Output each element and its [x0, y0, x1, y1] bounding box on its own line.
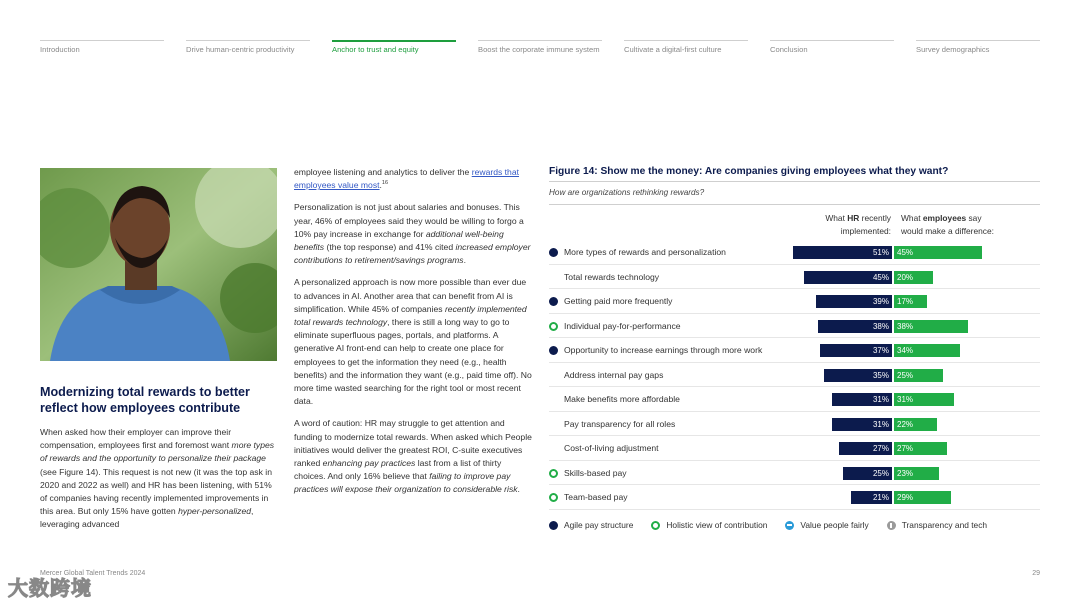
hr-bar: 31%: [832, 418, 892, 431]
employee-bar: 17%: [894, 295, 927, 308]
hero-photo: [40, 168, 277, 361]
employee-column-header: [901, 212, 1031, 238]
employee-bar: 22%: [894, 418, 937, 431]
hr-bar: 31%: [832, 393, 892, 406]
legend-label: Value people fairly: [800, 520, 869, 530]
legend-label: Transparency and tech: [901, 520, 988, 530]
chart-row: [549, 240, 1040, 265]
hr-head-line2: implemented:: [840, 226, 891, 236]
chart-row: [549, 265, 1040, 290]
rewards-bar-chart: [549, 240, 1040, 510]
text-run: When asked how their employer can improve their compensation, employees first and foremost want: [40, 427, 232, 451]
employee-bar: 20%: [894, 271, 933, 284]
hr-head-post: recently: [859, 213, 891, 223]
legend-trans-icon: [887, 521, 896, 530]
employee-bar: 29%: [894, 491, 951, 504]
chart-row: [549, 436, 1040, 461]
section-heading: Modernizing total rewards to better reflect how employees contribute: [40, 385, 250, 415]
legend-label: Agile pay structure: [564, 520, 634, 530]
emp-head-post: say: [966, 213, 982, 223]
nav-tab-4[interactable]: Boost the corporate immune system: [478, 40, 602, 55]
category-agile-icon: [549, 297, 558, 306]
chart-row: [549, 412, 1040, 437]
legend-holistic-icon: [651, 521, 660, 530]
employee-bar: 38%: [894, 320, 968, 333]
hr-bar: 35%: [824, 369, 892, 382]
nav-tab-6[interactable]: Conclusion: [770, 40, 894, 55]
row-label: Team-based pay: [564, 492, 628, 502]
employee-bar: 34%: [894, 344, 960, 357]
p1-text: employee listening and analytics to deliver the: [294, 167, 472, 177]
chart-row: [549, 387, 1040, 412]
figure-subtitle: How are organizations rethinking rewards?: [549, 181, 1040, 197]
text-run: additional well-being benefits: [294, 228, 504, 253]
category-holistic-icon: [549, 469, 558, 478]
category-agile-icon: [549, 346, 558, 355]
text-run: (the top response) and 41% cited: [324, 242, 456, 253]
text-run: A word of caution: HR may struggle to get attention and funding to modernize total rewards. When asked which People initiatives would deliver the greatest ROI, C-suite executives ranked: [294, 418, 532, 469]
hr-bar: 21%: [851, 491, 892, 504]
text-run: failing to improve pay practices will expose their organization to considerable risk: [294, 471, 518, 495]
nav-tab-1[interactable]: Introduction: [40, 40, 164, 55]
text-run: last from a list of thirty choices. And only 16% believe that: [294, 458, 502, 482]
chart-row: [549, 338, 1040, 363]
chart-row: [549, 289, 1040, 314]
row-label: Cost-of-living adjustment: [564, 443, 659, 453]
text-run: increased employer contributions to retirement/savings programs: [294, 242, 531, 266]
page-number: 29: [1032, 570, 1040, 577]
chart-legend: [549, 520, 987, 530]
row-label: More types of rewards and personalization: [564, 247, 726, 257]
nav-tab-5[interactable]: Cultivate a digital-first culture: [624, 40, 748, 55]
paragraph-1: [294, 166, 532, 192]
hr-bar: 37%: [820, 344, 892, 357]
legend-label: Holistic view of contribution: [666, 520, 768, 530]
hr-bar: 51%: [793, 246, 892, 259]
category-holistic-icon: [549, 493, 558, 502]
row-label: Make benefits more affordable: [564, 394, 680, 404]
text-run: recently implemented total rewards technology: [294, 303, 527, 328]
nav-tab-2[interactable]: Drive human-centric productivity: [186, 40, 310, 55]
employee-bar: 23%: [894, 467, 939, 480]
hr-column-header: [790, 212, 891, 238]
hr-bar: 38%: [818, 320, 892, 333]
paragraph-2: [294, 201, 532, 267]
text-run: enhancing pay practices: [322, 458, 416, 469]
legend-item-trans: [887, 520, 987, 530]
employee-bar: 45%: [894, 246, 982, 259]
legend-item-agile: [549, 520, 633, 530]
text-run: , leveraging advanced: [40, 506, 254, 530]
chart-row: [549, 461, 1040, 486]
employee-bar: 25%: [894, 369, 943, 382]
hr-bar: 39%: [816, 295, 892, 308]
row-label: Getting paid more frequently: [564, 296, 673, 306]
p1-end: .: [379, 180, 382, 191]
rewards-link[interactable]: rewards that employees value most: [294, 167, 520, 191]
hr-head-pre: What: [825, 213, 848, 223]
text-run: Personalization is not just about salaries and bonuses. This year, 46% of employees said they would be willing to forgo a 10% pay increase in exchange for: [294, 202, 524, 239]
row-label: Pay transparency for all roles: [564, 418, 676, 429]
row-label: Individual pay-for-performance: [564, 320, 681, 331]
emp-head-line2: would make a difference:: [901, 226, 994, 236]
paragraph-3: [294, 276, 532, 408]
hr-bar: 25%: [843, 467, 892, 480]
section-nav: [40, 40, 1040, 55]
text-run: hyper-personalized: [178, 506, 252, 517]
chart-row: [549, 363, 1040, 388]
nav-tab-7[interactable]: Survey demographics: [916, 40, 1040, 55]
figure-title: Figure 14: Show me the money: Are companies giving employees what they want?: [549, 166, 949, 177]
employee-bar: 31%: [894, 393, 954, 406]
legend-item-value: [785, 520, 868, 530]
footer-source: Mercer Global Talent Trends 2024: [40, 570, 146, 577]
row-label: Address internal pay gaps: [564, 369, 664, 380]
employee-bar: 27%: [894, 442, 947, 455]
hr-head-bold: HR: [847, 213, 860, 223]
left-body-text: [40, 426, 276, 532]
nav-tab-3[interactable]: Anchor to trust and equity: [332, 40, 456, 55]
row-label: Total rewards technology: [564, 271, 660, 282]
row-label: Skills-based pay: [564, 467, 627, 478]
legend-value-icon: [785, 521, 794, 530]
text-run: (see Figure 14). This request is not new (it was the top ask in 2020 and 2022 as well) and HR has been listening, with 51% of companies having recently implemented improvements in this area. But only 15% have gotten: [40, 466, 272, 517]
footnote-ref: 16: [381, 180, 389, 187]
emp-head-bold: employees: [922, 213, 967, 223]
legend-item-holistic: [651, 520, 767, 530]
watermark-logo: 大数跨境: [8, 578, 92, 600]
figure-divider: [549, 204, 1040, 205]
category-agile-icon: [549, 248, 558, 257]
chart-row: [549, 314, 1040, 339]
text-run: .: [517, 484, 520, 495]
text-run: more types of rewards and the opportunity to personalize their package: [40, 440, 275, 464]
category-holistic-icon: [549, 322, 558, 331]
middle-column: [294, 166, 532, 506]
paragraph-4: [294, 417, 532, 496]
text-run: , there is still a long way to go to eliminate superfluous pages, portals, and platforms. A generative AI front-end can help to create one place for employees to get the information they need (e.g., health benefits) and the information they want (e.g., paid time off). No more time wasted searching for the right tool or most recent data.: [294, 317, 532, 407]
hr-bar: 45%: [804, 271, 892, 284]
text-run: A personalized approach is now more possible than ever due to advances in AI. Another area that can benefit from AI is simplification. While 45% of companies: [294, 277, 527, 314]
row-label: Opportunity to increase earnings through more work: [564, 345, 763, 355]
chart-row: [549, 485, 1040, 510]
text-run: .: [463, 255, 466, 266]
legend-agile-icon: [549, 521, 558, 530]
emp-head-pre: What: [901, 213, 923, 223]
hr-bar: 27%: [839, 442, 892, 455]
